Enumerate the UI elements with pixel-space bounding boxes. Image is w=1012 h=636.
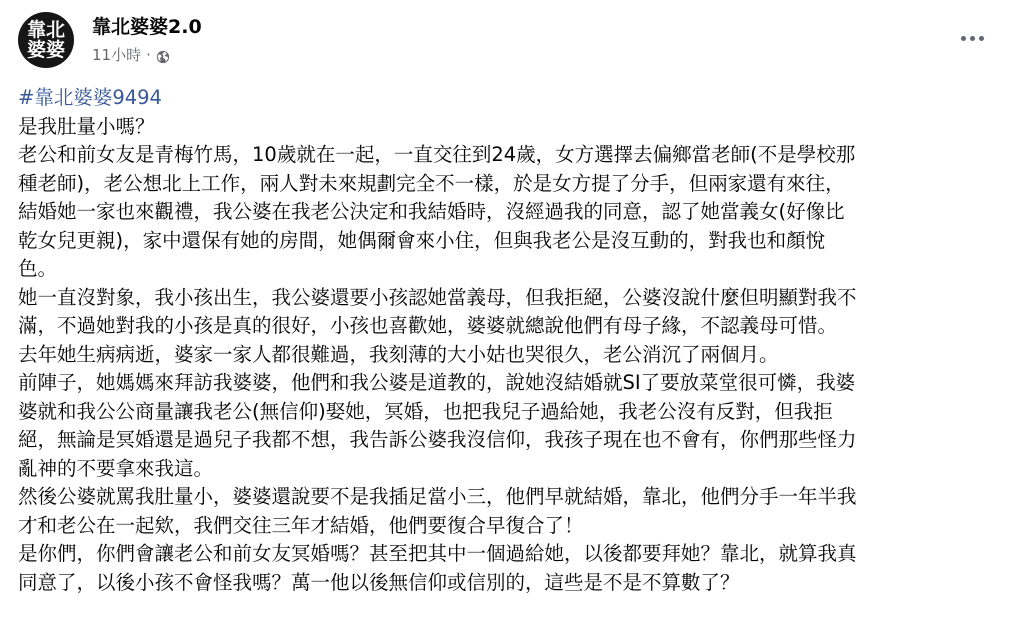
post-text-line: 色。 bbox=[18, 257, 58, 280]
post-text-line: 婆就和我公公商量讓我老公(無信仰)娶她，冥婚，也把我兒子過給她，我老公沒有反對，但我拒 bbox=[18, 399, 833, 423]
page-avatar[interactable] bbox=[18, 12, 74, 68]
post-text-line: 亂神的不要拿來我這。 bbox=[18, 456, 214, 480]
meta-separator: · bbox=[146, 46, 151, 64]
post-content bbox=[18, 84, 994, 597]
post-text-line: 前陣子，她媽媽來拜訪我婆婆，他們和我公婆是道教的，說她沒結婚就SI了要放菜堂很可憐，我婆 bbox=[18, 371, 856, 394]
page-name-link[interactable]: 靠北婆婆2.0 bbox=[92, 16, 202, 38]
post-text-line: 乾女兒更親)，家中還保有她的房間，她偶爾會來小住，但與我老公是沒互動的，對我也和顏悅 bbox=[18, 228, 826, 252]
post-text-line: 她一直沒對象，我小孩出生，我公婆還要小孩認她當義母，但我拒絕，公婆沒說什麼但明顯對我不 bbox=[18, 285, 857, 309]
post-text-line: 然後公婆就罵我肚量小，婆婆還說要不是我插足當小三，他們早就結婚，靠北，他們分手一年半我 bbox=[18, 485, 857, 508]
post-text-line: 種老師)，老公想北上工作，兩人對未來規劃完全不一樣，於是女方提了分手，但兩家還有來往， bbox=[18, 171, 845, 195]
post-text-line: 是我肚量小嗎？ bbox=[18, 114, 155, 138]
post-text-line: 去年她生病病逝，婆家一家人都很難過，我刻薄的大小姑也哭很久，老公消沉了兩個月。 bbox=[18, 342, 779, 366]
hashtag-link[interactable]: #靠北婆婆9494 bbox=[18, 86, 162, 109]
post-text-line: 老公和前女友是青梅竹馬，10歲就在一起，一直交往到24歲，女方選擇去偏鄉當老師(不是學校那 bbox=[18, 143, 856, 166]
more-options-button[interactable] bbox=[954, 20, 990, 56]
post-text-line: 結婚她一家也來觀禮，我公婆在我老公決定和我結婚時，沒經過我的同意，認了她當義女(好像比 bbox=[18, 200, 845, 223]
post-header bbox=[18, 12, 994, 76]
post-text-line: 同意了，以後小孩不會怪我嗎？萬一他以後無信仰或信別的，這些是不是不算數了？ bbox=[18, 570, 740, 594]
avatar-logo-text: 靠北婆婆 bbox=[26, 19, 65, 61]
post-timestamp[interactable]: 11小時 bbox=[92, 46, 142, 64]
post-meta bbox=[92, 44, 170, 66]
post-text-line: 是你們，你們會讓老公和前女友冥婚嗎？甚至把其中一個過給她，以後都要拜她？靠北，就算我真 bbox=[18, 542, 857, 565]
more-horizontal-icon bbox=[961, 36, 984, 41]
post-text-line: 才和老公在一起欸，我們交往三年才結婚，他們要復合早復合了！ bbox=[18, 513, 584, 537]
post-text-line: 絕，無論是冥婚還是過兒子我都不想，我告訴公婆我沒信仰，我孩子現在也不會有，你們那些怪力 bbox=[18, 428, 857, 451]
globe-icon[interactable] bbox=[156, 48, 170, 62]
post-text-line: 滿，不過她對我的小孩是真的很好，小孩也喜歡她，婆婆就總說他們有母子緣，不認義母可惜。 bbox=[18, 314, 838, 337]
